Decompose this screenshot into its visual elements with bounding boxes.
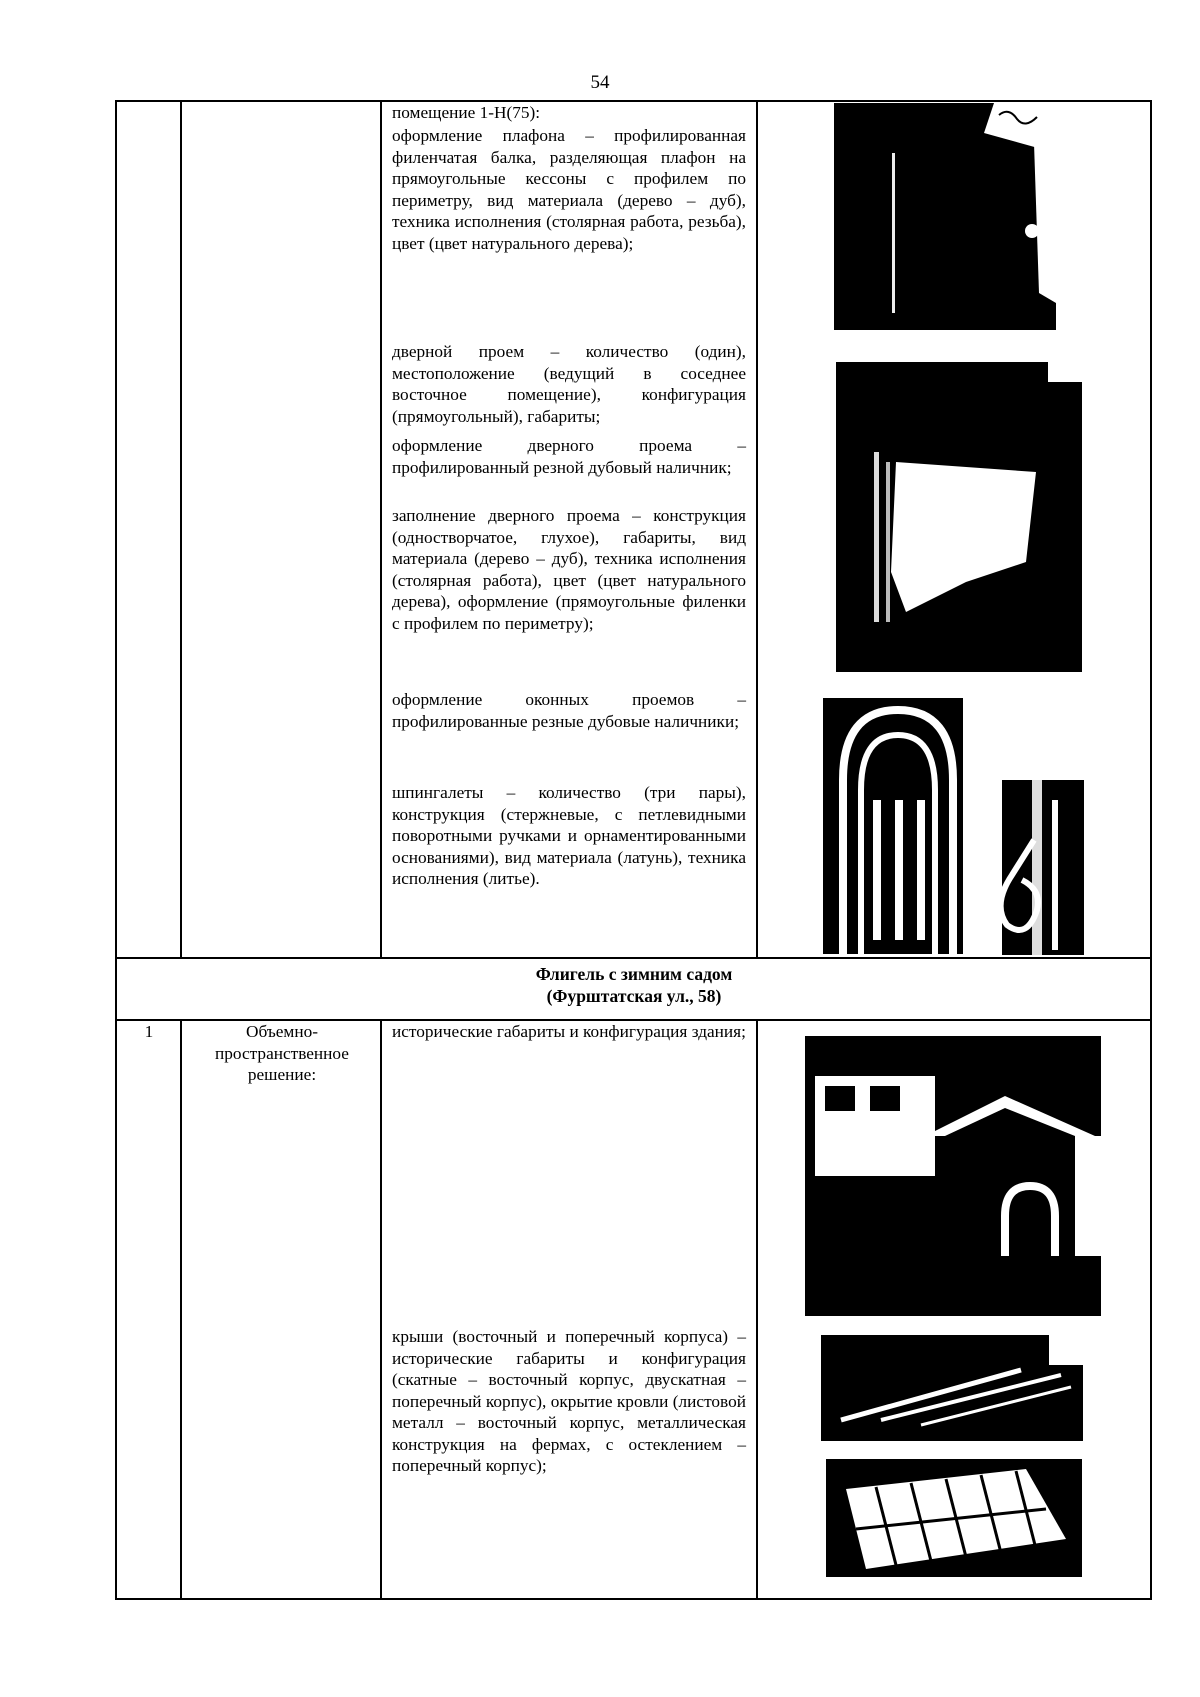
page-number: 54 xyxy=(590,72,610,93)
col-divider-1b xyxy=(180,1019,182,1600)
row-label: Объемно-пространственное решение: xyxy=(215,1022,349,1084)
section-title xyxy=(118,963,1150,1007)
col-divider-2 xyxy=(380,100,382,959)
window-photo xyxy=(823,690,963,954)
espagnolette-description: шпингалеты – количество (три пары), конструкция (стержневые, с петлевидными поворотными ручками и орнаментированными основаниями), вид материала (латунь), техника исполнения (литье). xyxy=(392,783,746,888)
section-top-border xyxy=(115,957,1152,959)
col-divider-2b xyxy=(380,1019,382,1600)
building-photo xyxy=(805,1036,1101,1316)
table-left-border xyxy=(115,100,117,1600)
section-title-line2: (Фурштатская ул., 58) xyxy=(546,986,722,1006)
door-leaf-description: заполнение дверного проема – конструкция (одностворчатое, глухое), габариты, вид материала (дерево – дуб), техника исполнения (столярная работа), цвет (цвет натурального дерева), оформление (прямоугольные филенки с профилем по периметру); xyxy=(392,506,746,633)
doorway-photo xyxy=(836,352,1082,672)
col-divider-3b xyxy=(756,1019,758,1600)
ceiling-photo xyxy=(834,103,1056,330)
roof-photo-1 xyxy=(821,1325,1083,1441)
building-dimensions-description: исторические габариты и конфигурация здания; xyxy=(392,1022,746,1041)
roof-photo-2 xyxy=(826,1459,1082,1594)
section-title-line1: Флигель с зимним садом xyxy=(535,964,733,984)
col-divider-3 xyxy=(756,100,758,959)
doorway-trim-description: оформление дверного проема – профилированный резной дубовый наличник; xyxy=(392,436,746,477)
row-number: 1 xyxy=(144,1022,154,1041)
roof-description: крыши (восточный и поперечный корпуса) – исторические габариты и конфигурация (скатные – восточный корпус, двускатная – поперечный корпус), окрытие кровли (листовой металл – восточный корпус, металлическая конструкция на фермах, с остеклением – поперечный корпус); xyxy=(392,1327,746,1475)
ceiling-description: оформление плафона – профилированная филенчатая балка, разделяющая плафон на прямоугольные кессоны с профилем по периметру, вид материала (дерево – дуб), техника исполнения (столярная работа, резьба), цвет (цвет натурального дерева); xyxy=(392,126,746,253)
espagnolette-photo xyxy=(972,780,1084,955)
doorway-description: дверной проем – количество (один), местоположение (ведущий в соседнее восточное помещение), конфигурация (прямоугольный), габариты; xyxy=(392,342,746,426)
table-bottom-border xyxy=(115,1598,1152,1600)
table-right-border xyxy=(1150,100,1152,1600)
room-heading: помещение 1-Н(75): xyxy=(392,103,541,122)
col-divider-1 xyxy=(180,100,182,959)
window-trim-description: оформление оконных проемов – профилированные резные дубовые наличники; xyxy=(392,690,746,731)
